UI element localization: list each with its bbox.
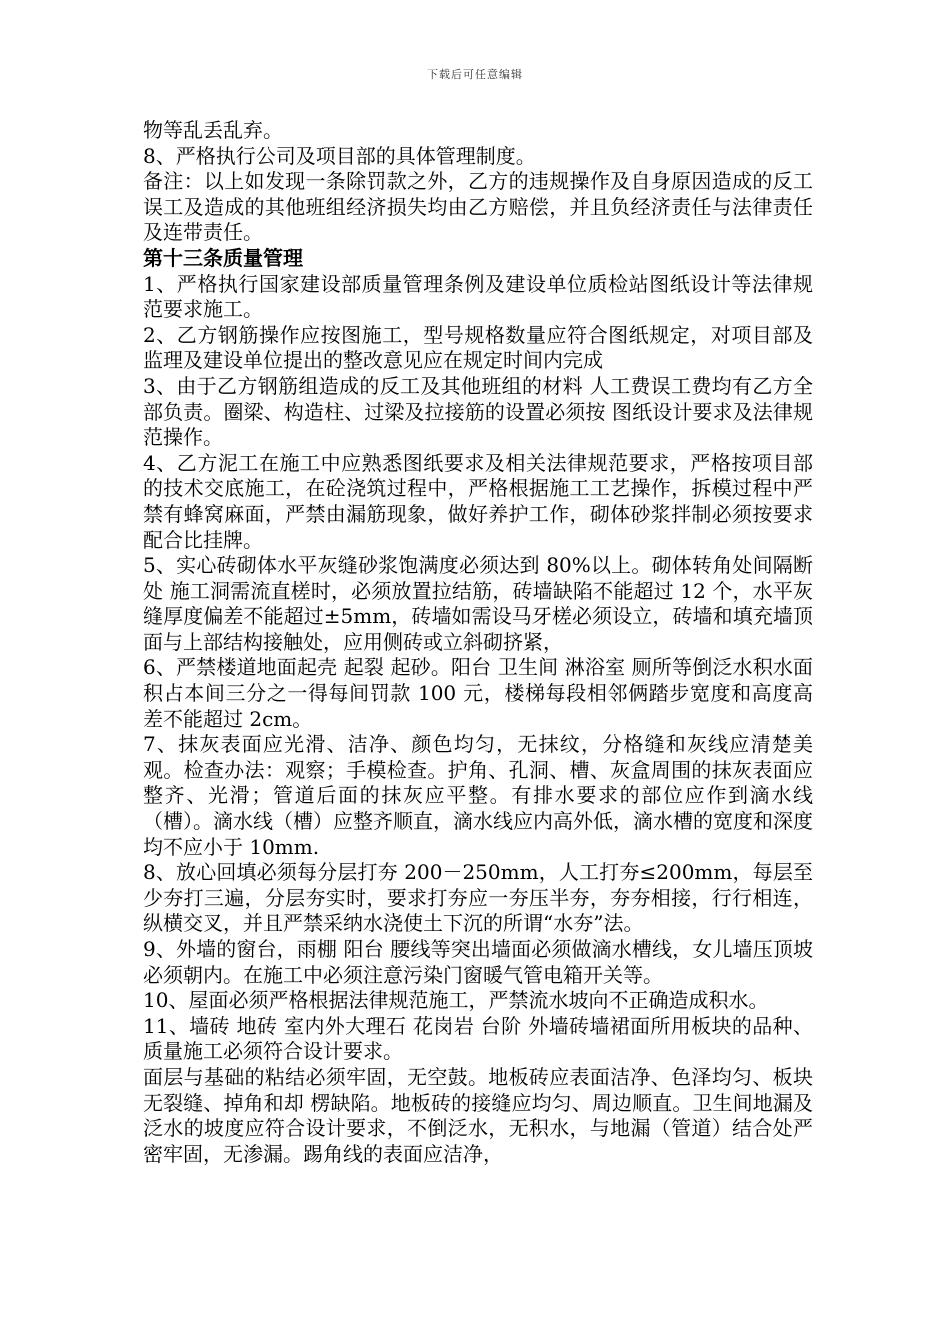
paragraph-item-10: 10、屋面必须严格根据法律规范施工，严禁流水坡向不正确造成积水。 [143,988,769,1013]
paragraph-remark: 备注：以上如发现一条除罚款之外，乙方的违规操作及自身原因造成的反工误工及造成的其他班组经济损失均由乙方赔偿，并且负经济责任与法律责任及连带责任。 [143,169,813,245]
paragraph-item-7: 7、抹灰表面应光滑、洁净、颜色均匀，无抹纹，分格缝和灰线应清楚美观。检查办法：观察；手模检查。护角、孔洞、槽、灰盒周围的抹灰表面应整齐、光滑；管道后面的抹灰应平整。有排水要求的部位应作到滴水线（槽）。滴水线（槽）应整齐顺直，滴水线应内高外低，滴水槽的宽度和深度均不应小于 10mm. [143,732,813,859]
paragraph-item-11: 11、墙砖 地砖 室内外大理石 花岗岩 台阶 外墙砖墙裙面所用板块的品种、质量施工必须符合设计要求。 [143,1013,813,1064]
paragraph-item-11-detail: 面层与基础的粘结必须牢固，无空鼓。地板砖应表面洁净、色泽均匀、板块无裂缝、掉角和却 楞缺陷。地板砖的接缝应均匀、周边顺直。卫生间地漏及泛水的坡度应符合设计要求，不倒泛水，无积水，与地漏（管道）结合处严密牢固，无渗漏。踢角线的表面应洁净， [143,1064,813,1166]
paragraph-item-3: 3、由于乙方钢筋组造成的反工及其他班组的材料 人工费误工费均有乙方全部负责。圈梁、构造柱、过梁及拉接筋的设置必须按 图纸设计要求及法律规范操作。 [143,373,813,450]
document-body [143,118,813,1167]
paragraph-item-2: 2、乙方钢筋操作应按图施工，型号规格数量应符合图纸规定，对项目部及监理及建设单位提出的整改意见应在规定时间内完成 [143,322,813,373]
paragraph-item-4: 4、乙方泥工在施工中应熟悉图纸要求及相关法律规范要求，严格按项目部的技术交底施工，在砼浇筑过程中，严格根据施工工艺操作，拆模过程中严禁有蜂窝麻面，严禁由漏筋现象，做好养护工作，砌体砂浆拌制必须按要求配合比挂牌。 [143,450,813,552]
section-heading: 第十三条质量管理 [143,245,303,270]
page-header: 下载后可任意编辑 [427,68,523,81]
paragraph-rule-8: 8、严格执行公司及项目部的具体管理制度。 [143,143,536,168]
paragraph-item-1: 1、严格执行国家建设部质量管理条例及建设单位质检站图纸设计等法律规范要求施工。 [143,271,813,322]
paragraph-item-6: 6、严禁楼道地面起壳 起裂 起砂。阳台 卫生间 淋浴室 厕所等倒泛水积水面积占本间三分之一得每间罚款 100 元，楼梯每段相邻俩踏步宽度和高度高差不能超过 2cm。 [143,655,813,731]
paragraph-item-5: 5、实心砖砌体水平灰缝砂浆饱满度必须达到 80%以上。砌体转角处间隔断处 施工洞需流直槎时，必须放置拉结筋，砖墙缺陷不能超过 12 个，水平灰缝厚度偏差不能超过±5mm，砖墙如需设马牙槎必须设立，砖墙和填充墙顶面与上部结构接触处，应用侧砖或立斜砌挤紧， [143,553,813,654]
paragraph-item-9: 9、外墙的窗台，雨棚 阳台 腰线等突出墙面必须做滴水槽线，女儿墙压顶坡必须朝内。在施工中必须注意污染门窗暖气管电箱开关等。 [143,937,813,987]
paragraph-continuation: 物等乱丢乱弃。 [143,118,283,142]
paragraph-item-8: 8、放心回填必须每分层打夯 200－250mm，人工打夯≤200mm，每层至少夯打三遍，分层夯实时，要求打夯应一夯压半夯，夯夯相接，行行相连，纵横交叉，并且严禁采纳水浇使土下沉的所谓“水夯”法。 [143,860,813,936]
